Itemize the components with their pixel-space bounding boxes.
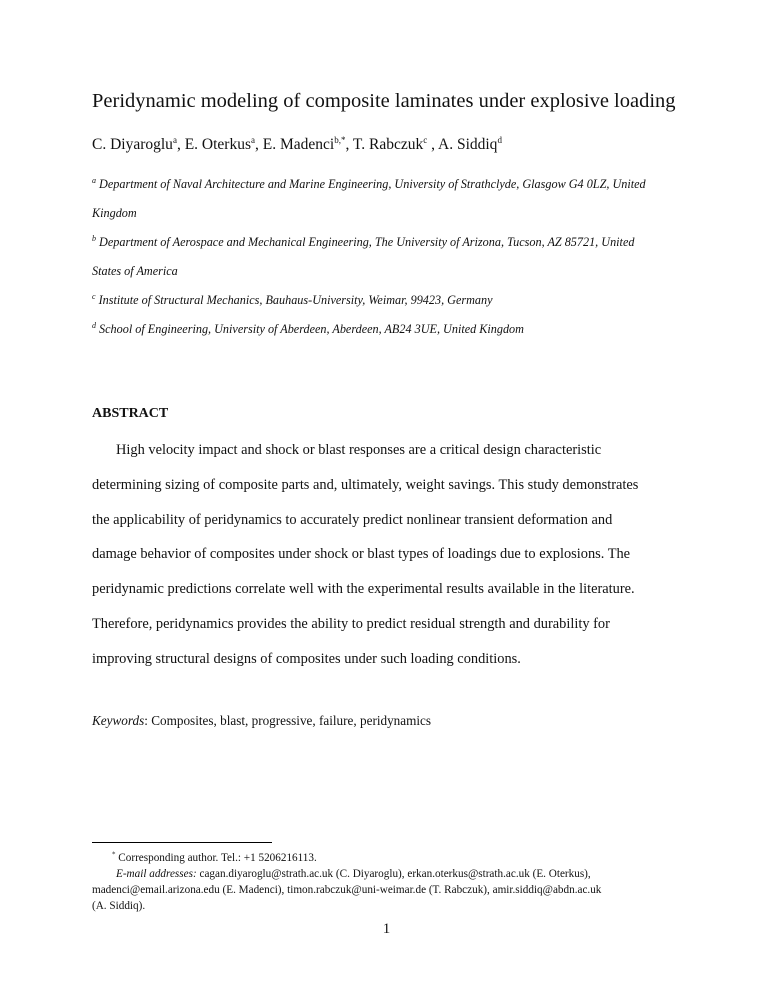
affiliation-b: [92, 228, 692, 286]
email-line: [92, 866, 682, 882]
affiliation-text: Department of Aerospace and Mechanical Engineering, The University of Arizona, Tucson, AZ 85721, United: [99, 235, 635, 249]
abstract-line: Therefore, peridynamics provides the ability to predict residual strength and durability for: [92, 615, 610, 632]
abstract-body: [92, 433, 682, 677]
paper-title: Peridynamic modeling of composite laminates under explosive loading: [92, 90, 676, 112]
author-affiliation-mark: a: [250, 134, 255, 145]
abstract-line: the applicability of peridynamics to accurately predict nonlinear transient deformation and: [92, 511, 613, 528]
affiliation-text: Institute of Structural Mechanics, Bauhaus-University, Weimar, 99423, Germany: [98, 293, 493, 307]
author-affiliation-mark: a: [172, 134, 177, 145]
affiliation-mark: d: [92, 320, 96, 330]
email-line: madenci@email.arizona.edu (E. Madenci), timon.rabczuk@uni-weimar.de (T. Rabczuk), amir.siddiq@abdn.ac.uk: [92, 884, 602, 896]
author-affiliation-mark: b,*: [334, 134, 346, 145]
affiliation-d: [92, 315, 692, 344]
author-separator: ,: [345, 136, 353, 153]
email-text: cagan.diyaroglu@strath.ac.uk (C. Diyaroglu), erkan.oterkus@strath.ac.uk (E. Oterkus),: [196, 868, 591, 880]
keywords-text: : Composites, blast, progressive, failure, peridynamics: [144, 713, 432, 728]
affiliation-mark: c: [92, 291, 96, 301]
keywords-label: Keywords: [92, 713, 145, 728]
abstract-line: determining sizing of composite parts and, ultimately, weight savings. This study demonstrates: [92, 476, 639, 493]
affiliation-text: Department of Naval Architecture and Marine Engineering, University of Strathclyde, Glasgow G4 0LZ, United: [99, 177, 646, 191]
affiliation-text-cont: Kingdom: [92, 206, 137, 220]
author-separator: ,: [254, 136, 263, 153]
page-number: 1: [382, 921, 391, 937]
author-name: T. Rabczuk: [352, 136, 424, 153]
footnote-star: *: [112, 850, 116, 859]
author-name: C. Diyaroglu: [92, 136, 173, 153]
affiliation-text-cont: States of America: [92, 264, 178, 278]
author-list: [92, 136, 502, 154]
keywords: [92, 713, 431, 729]
author-separator: ,: [176, 136, 185, 153]
author-separator: ,: [427, 136, 438, 153]
abstract-line: peridynamic predictions correlate well with the experimental results available in the literature.: [92, 581, 635, 598]
affiliation-a: [92, 170, 692, 228]
author-name: E. Oterkus: [184, 136, 251, 153]
corresponding-text: Corresponding author. Tel.: +1 5206216113.: [115, 852, 317, 864]
affiliation-mark: a: [92, 175, 96, 185]
affiliation-c: [92, 286, 692, 315]
email-line: (A. Siddiq).: [92, 900, 146, 912]
author-affiliation-mark: d: [497, 134, 502, 145]
affiliation-text: School of Engineering, University of Aberdeen, Aberdeen, AB24 3UE, United Kingdom: [99, 322, 524, 336]
email-label: E-mail addresses:: [116, 868, 197, 880]
corresponding-author-note: [92, 850, 682, 866]
footnote-divider: [92, 842, 272, 843]
author-name: A. Siddiq: [438, 136, 498, 153]
abstract-line: High velocity impact and shock or blast responses are a critical design characteristic: [116, 442, 602, 458]
abstract-line: damage behavior of composites under shock or blast types of loadings due to explosions. The: [92, 546, 631, 563]
author-name: E. Madenci: [262, 136, 335, 153]
abstract-heading: ABSTRACT: [92, 406, 169, 421]
affiliation-mark: b: [92, 233, 96, 243]
author-affiliation-mark: c: [423, 134, 428, 145]
footnotes: [92, 850, 682, 914]
abstract-line: improving structural designs of composites under such loading conditions.: [92, 650, 521, 667]
